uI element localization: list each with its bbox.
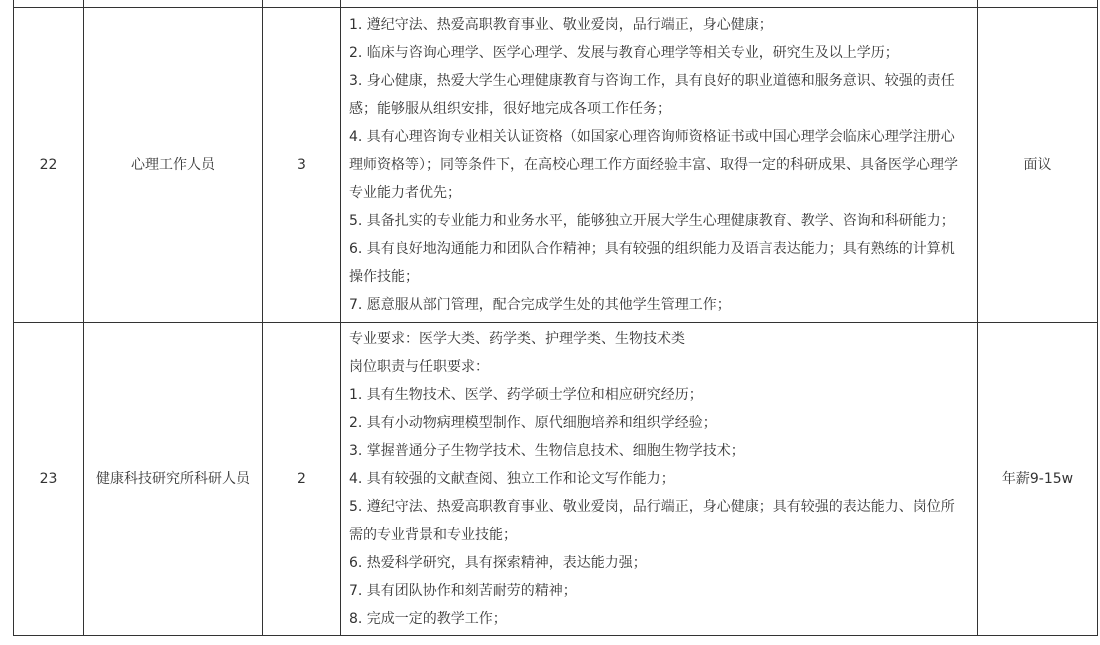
- table-row: [14, 323, 1098, 636]
- cell-position-name: 心理工作人员: [84, 8, 263, 323]
- recruitment-table: [13, 0, 1098, 636]
- cell-row-number: 23: [14, 323, 84, 636]
- requirement-line: 5. 具备扎实的专业能力和业务水平，能够独立开展大学生心理健康教育、教学、咨询和科研能力；: [349, 213, 955, 229]
- partial-cell: [341, 0, 978, 8]
- cell-headcount: 2: [263, 323, 341, 636]
- cell-headcount: 3: [263, 8, 341, 323]
- requirement-line: 7. 愿意服从部门管理，配合完成学生处的其他学生管理工作；: [349, 297, 731, 313]
- requirement-line: 3. 身心健康，热爱大学生心理健康教育与咨询工作，具有良好的职业道德和服务意识、较强的责任感；能够服从组织安排，很好地完成各项工作任务；: [349, 73, 955, 117]
- requirement-line: 4. 具有较强的文献查阅、独立工作和论文写作能力；: [349, 471, 675, 487]
- partial-cell: [84, 0, 263, 8]
- partial-top-row: [14, 0, 1098, 8]
- requirement-line: 6. 具有良好地沟通能力和团队合作精神；具有较强的组织能力及语言表达能力；具有熟练的计算机操作技能；: [349, 241, 955, 285]
- table-row: [14, 8, 1098, 323]
- requirement-line: 岗位职责与任职要求：: [349, 359, 489, 375]
- cell-row-number: 22: [14, 8, 84, 323]
- requirement-line: 2. 具有小动物病理模型制作、原代细胞培养和组织学经验；: [349, 415, 717, 431]
- requirement-line: 2. 临床与咨询心理学、医学心理学、发展与教育心理学等相关专业，研究生及以上学历；: [349, 45, 899, 61]
- requirement-line: 1. 遵纪守法、热爱高职教育事业、敬业爱岗，品行端正，身心健康；: [349, 17, 773, 33]
- partial-cell: [14, 0, 84, 8]
- partial-cell: [978, 0, 1098, 8]
- cell-salary: 面议: [978, 8, 1098, 323]
- requirement-line: 8. 完成一定的教学工作；: [349, 611, 507, 627]
- cell-salary: 年薪9-15w: [978, 323, 1098, 636]
- cell-requirements: [341, 8, 978, 323]
- requirement-line: 7. 具有团队协作和刻苦耐劳的精神；: [349, 583, 577, 599]
- requirement-line: 1. 具有生物技术、医学、药学硕士学位和相应研究经历；: [349, 387, 703, 403]
- requirement-line: 专业要求：医学大类、药学类、护理学类、生物技术类: [349, 331, 685, 347]
- requirement-line: 3. 掌握普通分子生物学技术、生物信息技术、细胞生物学技术；: [349, 443, 745, 459]
- requirement-line: 5. 遵纪守法、热爱高职教育事业、敬业爱岗，品行端正，身心健康；具有较强的表达能力、岗位所需的专业背景和专业技能；: [349, 499, 955, 543]
- requirement-line: 4. 具有心理咨询专业相关认证资格（如国家心理咨询师资格证书或中国心理学会临床心理学注册心理师资格等）；同等条件下，在高校心理工作方面经验丰富、取得一定的科研成果、具备医学心理学专业能力者优先；: [349, 129, 958, 201]
- requirement-line: 6. 热爱科学研究，具有探索精神，表达能力强；: [349, 555, 647, 571]
- partial-cell: [263, 0, 341, 8]
- cell-requirements: [341, 323, 978, 636]
- cell-position-name: 健康科技研究所科研人员: [84, 323, 263, 636]
